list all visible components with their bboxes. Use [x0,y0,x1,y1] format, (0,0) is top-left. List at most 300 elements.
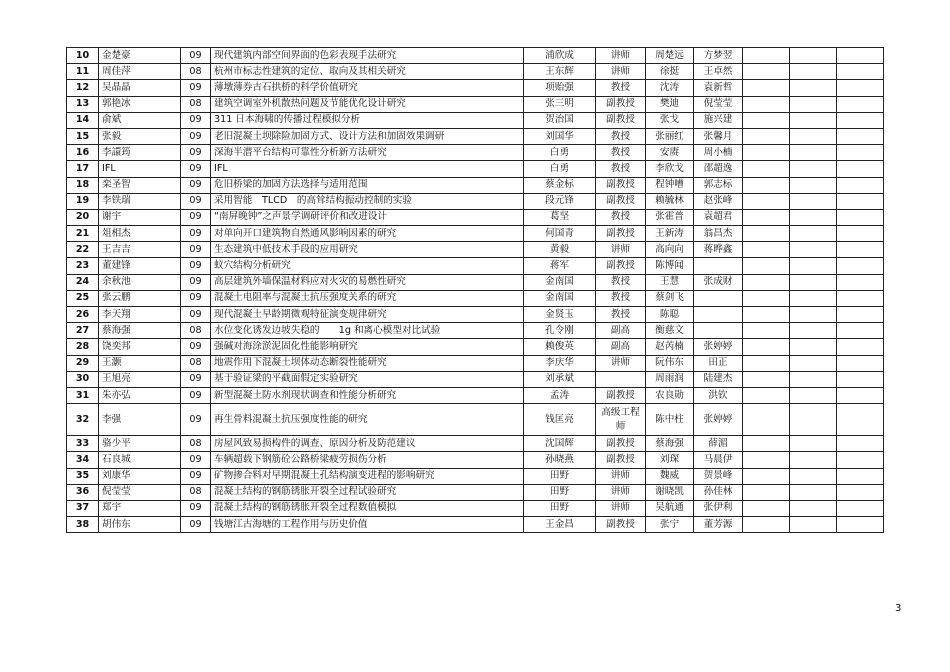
member-2: 蒋晔鑫 [694,242,743,258]
project-title: 水位变化诱发边坡失稳的 1g 和离心模型对比试验 [211,323,524,339]
row-number: 22 [67,242,99,258]
row-number: 20 [67,209,99,225]
advisor-rank: 副教授 [596,387,646,403]
member-1: 农良勋 [646,387,694,403]
project-title: 311 日本海啸的传播过程模拟分析 [211,112,524,128]
advisor-rank: 副高 [596,323,646,339]
advisor-rank: 副教授 [596,436,646,452]
student-name: 王灏 [99,355,181,371]
advisor-name: 田野 [524,468,596,484]
advisor-name: 金南国 [524,290,596,306]
empty-cell [837,80,884,96]
advisor-name: 白勇 [524,161,596,177]
row-number: 27 [67,323,99,339]
project-title: 混凝土结构的钢筋锈胀开裂全过程数值模拟 [211,500,524,516]
advisor-name: 刘国华 [524,128,596,144]
advisor-rank: 副教授 [596,258,646,274]
student-name: 倪莹莹 [99,484,181,500]
member-1: 魏威 [646,468,694,484]
row-number: 16 [67,145,99,161]
empty-cell [837,339,884,355]
advisor-rank: 讲师 [596,355,646,371]
empty-cell [743,355,790,371]
empty-cell [837,323,884,339]
table-row [67,500,884,516]
empty-cell [743,161,790,177]
grade-year: 09 [181,193,211,209]
empty-cell [837,258,884,274]
grade-year: 08 [181,96,211,112]
grade-year: 09 [181,258,211,274]
row-number: 36 [67,484,99,500]
advisor-rank: 副教授 [596,517,646,533]
empty-cell [743,307,790,323]
grade-year: 08 [181,436,211,452]
advisor-rank: 副教授 [596,177,646,193]
advisor-name: 段元锋 [524,193,596,209]
grade-year: 08 [181,323,211,339]
empty-cell [837,468,884,484]
project-title: 对单向开口建筑物自然通风影响因素的研究 [211,226,524,242]
empty-cell [743,226,790,242]
advisor-rank: 副教授 [596,193,646,209]
empty-cell [790,96,837,112]
member-2: 马晨伊 [694,452,743,468]
table-row [67,468,884,484]
empty-cell [790,323,837,339]
project-title: 现代混凝土早龄期微观特征演变规律研究 [211,307,524,323]
table-row [67,112,884,128]
advisor-rank: 讲师 [596,468,646,484]
row-number: 33 [67,436,99,452]
student-name: 郑宇 [99,500,181,516]
advisor-name: 孟涛 [524,387,596,403]
empty-cell [790,484,837,500]
row-number: 13 [67,96,99,112]
empty-cell [743,339,790,355]
advisor-rank: 教授 [596,80,646,96]
member-2 [694,258,743,274]
empty-cell [837,128,884,144]
project-title: 再生骨料混凝土抗压强度性能的研究 [211,404,524,436]
grade-year: 09 [181,161,211,177]
empty-cell [837,387,884,403]
project-title: 危旧桥梁的加固方法选择与适用范围 [211,177,524,193]
empty-cell [837,48,884,64]
empty-cell [837,436,884,452]
empty-cell [837,177,884,193]
project-title: 现代建筑内部空间界面的色彩表现手法研究 [211,48,524,64]
member-2: 张婷婷 [694,404,743,436]
member-1: 蔡海强 [646,436,694,452]
project-title: 混凝土结构的钢筋锈胀开裂全过程试验研究 [211,484,524,500]
advisor-name: 金南国 [524,274,596,290]
member-2: 田正 [694,355,743,371]
row-number: 34 [67,452,99,468]
advisor-name: 浦欣成 [524,48,596,64]
table-row [67,80,884,96]
empty-cell [790,209,837,225]
member-1: 李欣戈 [646,161,694,177]
advisor-rank [596,371,646,387]
empty-cell [837,64,884,80]
advisor-name: 黄毅 [524,242,596,258]
empty-cell [743,484,790,500]
advisor-rank: 教授 [596,209,646,225]
student-name: 郭艳冰 [99,96,181,112]
member-1: 沈涛 [646,80,694,96]
table-row [67,48,884,64]
empty-cell [837,274,884,290]
empty-cell [837,145,884,161]
project-title: “南屏晚钟”之声景学调研评价和改进设计 [211,209,524,225]
student-name: 王旭亮 [99,371,181,387]
project-title: 混凝土电阻率与混凝土抗压强度关系的研究 [211,290,524,306]
empty-cell [743,209,790,225]
grade-year: 09 [181,387,211,403]
advisor-rank: 讲师 [596,48,646,64]
row-number: 30 [67,371,99,387]
table-row [67,64,884,80]
student-name: 蔡海强 [99,323,181,339]
empty-cell [743,112,790,128]
page-number: 3 [895,603,902,614]
table-row [67,96,884,112]
table-row [67,161,884,177]
member-2: 张成财 [694,274,743,290]
advisor-name: 沈国辉 [524,436,596,452]
grade-year: 09 [181,48,211,64]
row-number: 21 [67,226,99,242]
project-title: 建筑空调室外机散热问题及节能优化设计研究 [211,96,524,112]
member-2: 张婷婷 [694,339,743,355]
grade-year: 08 [181,64,211,80]
empty-cell [790,452,837,468]
empty-cell [790,355,837,371]
empty-cell [790,145,837,161]
project-title: 钱塘江古海塘的工程作用与历史价值 [211,517,524,533]
empty-cell [743,193,790,209]
member-1: 周楚远 [646,48,694,64]
project-title: 薄墩薄券古石拱桥的科学价值研究 [211,80,524,96]
member-2 [694,323,743,339]
empty-cell [790,339,837,355]
advisor-rank: 副教授 [596,452,646,468]
advisor-name: 王东辉 [524,64,596,80]
member-1: 刘琛 [646,452,694,468]
grade-year: 09 [181,307,211,323]
empty-cell [837,193,884,209]
empty-cell [790,517,837,533]
member-1: 吴航通 [646,500,694,516]
student-name: 俎相杰 [99,226,181,242]
row-number: 17 [67,161,99,177]
row-number: 14 [67,112,99,128]
member-2: 贺景峰 [694,468,743,484]
project-title: 杭州市标志性建筑的定位、取向及其相关研究 [211,64,524,80]
grade-year: 09 [181,80,211,96]
member-1: 程钟嘈 [646,177,694,193]
project-title: IFL [211,161,524,177]
empty-cell [837,517,884,533]
row-number: 32 [67,404,99,436]
row-number: 29 [67,355,99,371]
row-number: 19 [67,193,99,209]
empty-cell [790,274,837,290]
member-2: 洪钦 [694,387,743,403]
member-1: 王新涛 [646,226,694,242]
empty-cell [743,258,790,274]
grade-year: 09 [181,112,211,128]
advisor-rank: 教授 [596,161,646,177]
advisor-name: 张三明 [524,96,596,112]
empty-cell [743,290,790,306]
table-row [67,145,884,161]
empty-cell [790,80,837,96]
row-number: 31 [67,387,99,403]
student-name: 王吉吉 [99,242,181,258]
table-row [67,290,884,306]
student-name: 张云鹏 [99,290,181,306]
member-2: 袁新哲 [694,80,743,96]
member-2: 赵张峰 [694,193,743,209]
empty-cell [743,500,790,516]
empty-cell [837,226,884,242]
row-number: 18 [67,177,99,193]
empty-cell [837,161,884,177]
empty-cell [790,371,837,387]
empty-cell [837,96,884,112]
empty-cell [743,274,790,290]
empty-cell [790,387,837,403]
student-name: 李强 [99,404,181,436]
empty-cell [743,177,790,193]
member-1: 陈聪 [646,307,694,323]
empty-cell [837,404,884,436]
table-row [67,452,884,468]
advisor-rank: 讲师 [596,484,646,500]
project-title: 矿物掺合料对早期混凝土孔结构演变进程的影响研究 [211,468,524,484]
empty-cell [790,48,837,64]
grade-year: 09 [181,242,211,258]
student-name: 饶奕邦 [99,339,181,355]
grade-year: 09 [181,290,211,306]
grade-year: 09 [181,274,211,290]
member-2: 袁超君 [694,209,743,225]
student-name: 俞斌 [99,112,181,128]
advisor-name: 贺治国 [524,112,596,128]
advisor-name: 孙晓燕 [524,452,596,468]
advisor-name: 赖俊英 [524,339,596,355]
table-row [67,226,884,242]
student-name: 李铁瑞 [99,193,181,209]
grade-year: 09 [181,339,211,355]
student-name: 李天翔 [99,307,181,323]
member-2: 邵超逸 [694,161,743,177]
table-row [67,177,884,193]
member-2: 王卓然 [694,64,743,80]
empty-cell [790,226,837,242]
project-table-sheet [66,47,884,533]
empty-cell [790,112,837,128]
empty-cell [743,242,790,258]
advisor-rank: 教授 [596,290,646,306]
empty-cell [743,371,790,387]
project-title: 蚁穴结构分析研究 [211,258,524,274]
table-row [67,323,884,339]
empty-cell [790,177,837,193]
student-name: 余秋池 [99,274,181,290]
student-name: 李譞筠 [99,145,181,161]
advisor-name: 项贻强 [524,80,596,96]
empty-cell [743,145,790,161]
member-1: 衡慈文 [646,323,694,339]
empty-cell [743,48,790,64]
member-2: 薛湄 [694,436,743,452]
grade-year: 09 [181,500,211,516]
grade-year: 08 [181,355,211,371]
advisor-name: 蔡金标 [524,177,596,193]
empty-cell [837,290,884,306]
member-2: 董芳源 [694,517,743,533]
empty-cell [743,387,790,403]
project-title: 强碱对海涂淤泥固化性能影响研究 [211,339,524,355]
empty-cell [837,242,884,258]
empty-cell [837,484,884,500]
member-1: 王慧 [646,274,694,290]
empty-cell [790,258,837,274]
empty-cell [837,371,884,387]
project-title: 高层建筑外墙保温材料应对火灾的易燃性研究 [211,274,524,290]
table-row [67,404,884,436]
member-1: 谢晓凯 [646,484,694,500]
grade-year: 09 [181,177,211,193]
member-2: 郭志标 [694,177,743,193]
member-1: 安赓 [646,145,694,161]
advisor-name: 蒋军 [524,258,596,274]
grade-year: 09 [181,226,211,242]
student-name: 吴晶晶 [99,80,181,96]
advisor-name: 葛坚 [524,209,596,225]
project-title: 生态建筑中低技术手段的应用研究 [211,242,524,258]
advisor-rank: 教授 [596,307,646,323]
empty-cell [743,517,790,533]
empty-cell [837,500,884,516]
empty-cell [837,307,884,323]
empty-cell [743,96,790,112]
student-name: IFL [99,161,181,177]
advisor-name: 金贤玉 [524,307,596,323]
table-body [67,48,884,533]
empty-cell [837,112,884,128]
student-name: 石良城 [99,452,181,468]
member-1: 高向向 [646,242,694,258]
empty-cell [790,64,837,80]
row-number: 25 [67,290,99,306]
advisor-name: 孔令刚 [524,323,596,339]
project-title: 老旧混凝土坝除险加固方式、设计方法和加固效果调研 [211,128,524,144]
row-number: 37 [67,500,99,516]
advisor-name: 王金昌 [524,517,596,533]
table-row [67,193,884,209]
advisor-name: 刘承斌 [524,371,596,387]
grade-year: 09 [181,452,211,468]
student-name: 栾圣智 [99,177,181,193]
table-row [67,484,884,500]
table-row [67,258,884,274]
row-number: 28 [67,339,99,355]
empty-cell [837,355,884,371]
empty-cell [790,436,837,452]
table-row [67,436,884,452]
member-2: 方梦翌 [694,48,743,64]
grade-year: 09 [181,371,211,387]
row-number: 35 [67,468,99,484]
member-1: 周雨润 [646,371,694,387]
advisor-name: 钱匡亮 [524,404,596,436]
member-2: 倪莹莹 [694,96,743,112]
project-title: 新型混凝土防水剂现状调查和性能分析研究 [211,387,524,403]
member-1: 徐挺 [646,64,694,80]
table-row [67,387,884,403]
advisor-rank: 讲师 [596,242,646,258]
empty-cell [837,452,884,468]
table-row [67,355,884,371]
student-name: 周佳萍 [99,64,181,80]
member-1: 陈中柱 [646,404,694,436]
advisor-name: 李庆华 [524,355,596,371]
student-name: 张毅 [99,128,181,144]
advisor-rank: 副教授 [596,96,646,112]
empty-cell [790,307,837,323]
empty-cell [790,290,837,306]
row-number: 24 [67,274,99,290]
advisor-rank: 讲师 [596,500,646,516]
student-name: 谢宇 [99,209,181,225]
empty-cell [743,64,790,80]
empty-cell [837,209,884,225]
row-number: 12 [67,80,99,96]
empty-cell [790,242,837,258]
member-1: 张戈 [646,112,694,128]
member-2: 陆建杰 [694,371,743,387]
member-1: 张宁 [646,517,694,533]
member-2: 周小楠 [694,145,743,161]
member-1: 赵芮楠 [646,339,694,355]
member-1: 赖毓林 [646,193,694,209]
advisor-rank: 副高 [596,339,646,355]
member-2 [694,307,743,323]
table-row [67,307,884,323]
student-name: 骆少平 [99,436,181,452]
row-number: 15 [67,128,99,144]
empty-cell [743,436,790,452]
member-2: 翁昌杰 [694,226,743,242]
project-title: 采用智能 TLCD 的高耸结构振动控制的实验 [211,193,524,209]
advisor-rank: 教授 [596,145,646,161]
grade-year: 08 [181,484,211,500]
member-1: 阮伟东 [646,355,694,371]
table-row [67,371,884,387]
empty-cell [790,468,837,484]
empty-cell [790,404,837,436]
table-row [67,339,884,355]
advisor-rank: 教授 [596,128,646,144]
grade-year: 09 [181,404,211,436]
advisor-name: 田野 [524,500,596,516]
member-1: 樊迪 [646,96,694,112]
project-title: 地震作用下混凝土坝体动态断裂性能研究 [211,355,524,371]
